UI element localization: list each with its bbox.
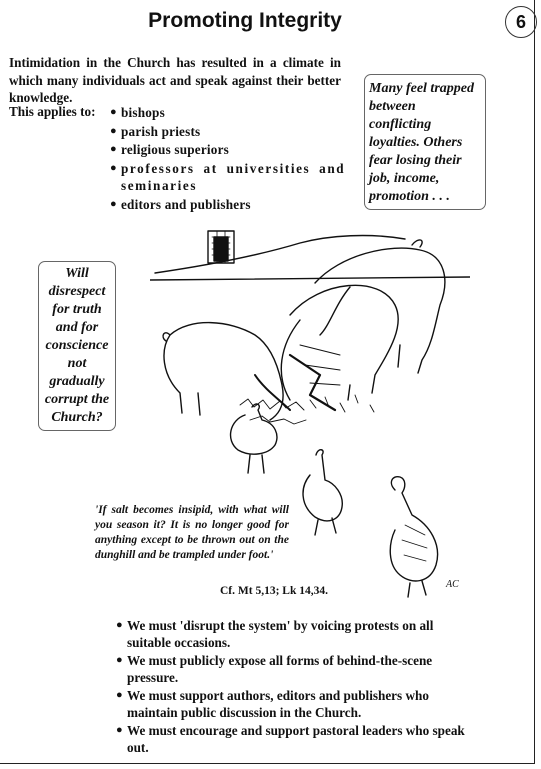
intro-paragraph: Intimidation in the Church has resulted in a climate in which many individuals act and speak against their better knowledge. — [9, 55, 341, 105]
quote-citation: Cf. Mt 5,13; Lk 14,34. — [220, 585, 328, 597]
list-item: ● We must support authors, editors and publishers who maintain public discussion in the Church. — [116, 687, 471, 721]
dung-texture — [240, 395, 374, 424]
chicken-left — [231, 404, 277, 473]
action-list — [116, 617, 471, 757]
list-item: ● editors and publishers — [110, 196, 346, 214]
list-item: ● We must publicly expose all forms of behind-the-scene pressure. — [116, 652, 471, 686]
page-number-badge: 6 — [505, 6, 537, 38]
list-item: ● We must 'disrupt the system' by voicing protests on all suitable occasions. — [116, 617, 471, 651]
applies-list — [110, 104, 346, 214]
quote-text: 'If salt becomes insipid, with what will you season it? It is no longer good for anything except to be thrown out on the dunghill and be trampled under foot.' — [95, 504, 289, 561]
pig-back — [315, 240, 445, 373]
list-item: ● religious superiors — [110, 141, 346, 159]
page-title: Promoting Integrity — [148, 9, 342, 32]
list-item: ● professors at universities and seminaries — [110, 160, 346, 195]
list-item: ● We must encourage and support pastoral leaders who speak out. — [116, 722, 471, 756]
callout-box-left: Will disrespect for truth and for conscience not gradually corrupt the Church? — [38, 261, 116, 431]
pig-middle — [281, 285, 398, 410]
callout-box-right: Many feel trapped between conflicting loyalties. Others fear losing their job, income, promotion . . . — [364, 74, 486, 210]
list-item: ● bishops — [110, 104, 346, 122]
chicken-right — [390, 477, 437, 597]
applies-label: This applies to: — [9, 104, 96, 119]
list-item: ● parish priests — [110, 123, 346, 141]
hill-and-wall — [150, 231, 470, 280]
chicken-middle — [303, 450, 342, 535]
pig-front — [163, 323, 290, 420]
artist-signature: AC — [446, 579, 459, 590]
